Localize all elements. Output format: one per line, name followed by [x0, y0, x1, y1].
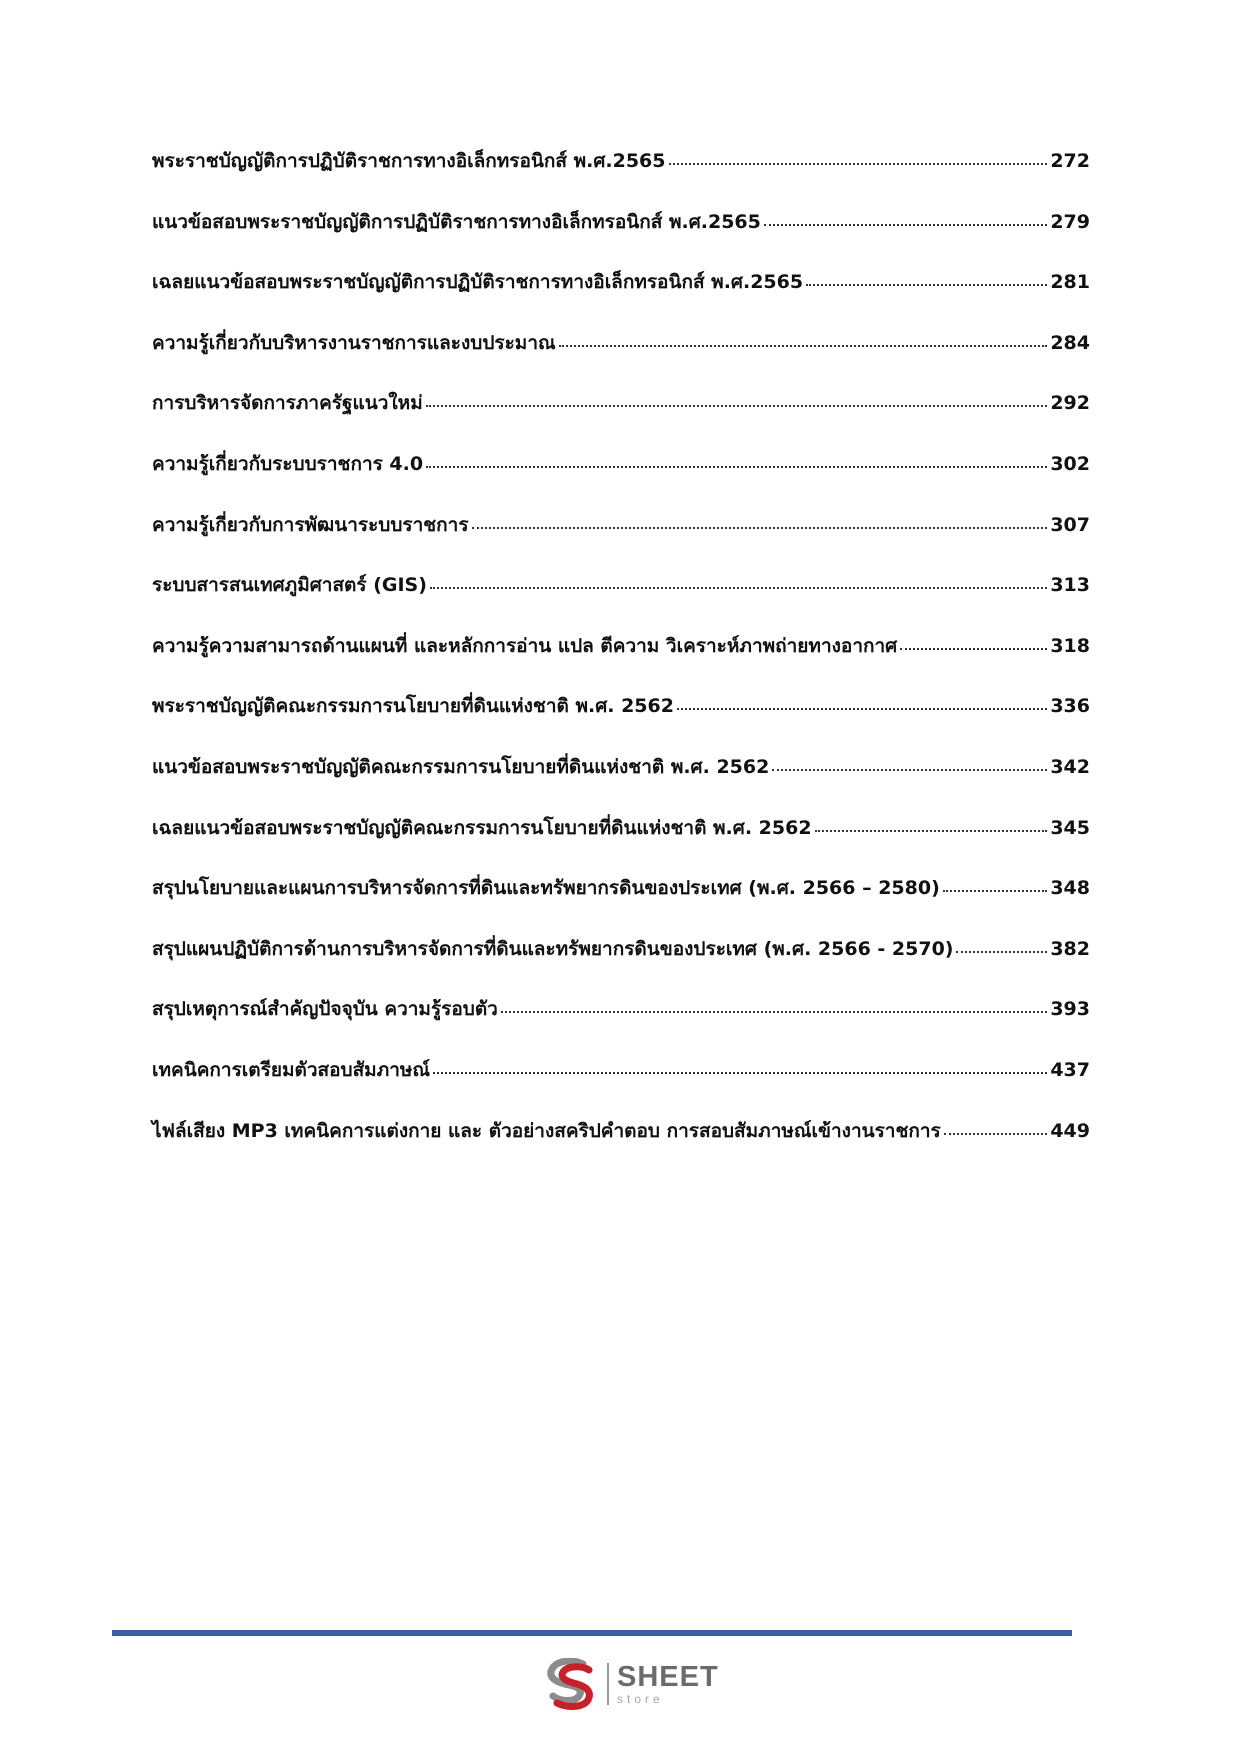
- toc-entry-title: ระบบสารสนเทศภูมิศาสตร์ (GIS): [152, 574, 427, 597]
- toc-page-number: 342: [1050, 755, 1090, 778]
- toc-entry-title: เทคนิคการเตรียมตัวสอบสัมภาษณ์: [152, 1058, 431, 1081]
- toc-dot-leader: [900, 648, 1047, 650]
- toc-entry-title: การบริหารจัดการภาครัฐแนวใหม่: [152, 392, 423, 415]
- toc-dot-leader: [943, 890, 1048, 892]
- toc-entry-title: ความรู้เกี่ยวกับการพัฒนาระบบราชการ: [152, 513, 469, 536]
- toc-entry[interactable]: [152, 697, 1090, 758]
- toc-entry-title: สรุปนโยบายและแผนการบริหารจัดการที่ดินและทรัพยากรดินของประเทศ (พ.ศ. 2566 – 2580): [152, 877, 940, 900]
- toc-dot-leader: [426, 405, 1048, 407]
- toc-dot-leader: [806, 284, 1047, 286]
- toc-entry-title: ไฟล์เสียง MP3 เทคนิคการแต่งกาย และ ตัวอย่างสคริปคำตอบ การสอบสัมภาษณ์เข้างานราชการ: [152, 1119, 941, 1142]
- toc-entry[interactable]: [152, 816, 1090, 880]
- toc-dot-leader: [956, 951, 1047, 953]
- toc-page-number: 302: [1050, 452, 1090, 475]
- toc-entry[interactable]: [152, 152, 1090, 213]
- table-of-contents: [152, 152, 1090, 1182]
- toc-entry-title: ความรู้เกี่ยวกับบริหารงานราชการและงบประมาณ: [152, 331, 556, 354]
- toc-entry-title: เฉลยแนวข้อสอบพระราชบัญญัติการปฏิบัติราชการทางอิเล็กทรอนิกส์ พ.ศ.2565: [152, 271, 804, 294]
- toc-page-number: 345: [1050, 816, 1090, 839]
- toc-page-number: 348: [1050, 877, 1090, 900]
- logo-divider: [607, 1663, 609, 1705]
- footer-rule: [112, 1630, 1072, 1636]
- toc-page-number: 307: [1050, 513, 1090, 536]
- toc-page-number: 393: [1050, 998, 1090, 1021]
- sheet-store-s-logo-icon: [543, 1658, 599, 1710]
- toc-dot-leader: [772, 769, 1047, 771]
- logo-word: SHEET: [617, 1661, 719, 1693]
- toc-dot-leader: [677, 708, 1047, 710]
- toc-page-number: 437: [1050, 1058, 1090, 1081]
- toc-entry[interactable]: [152, 1000, 1090, 1061]
- toc-dot-leader: [433, 1072, 1047, 1074]
- toc-entry[interactable]: [152, 210, 1090, 274]
- toc-dot-leader: [430, 587, 1047, 589]
- footer-logo: [543, 1658, 719, 1710]
- toc-dot-leader: [944, 1133, 1048, 1135]
- toc-dot-leader: [426, 466, 1047, 468]
- toc-entry[interactable]: [152, 331, 1090, 395]
- toc-entry[interactable]: [152, 394, 1090, 455]
- toc-entry-title: แนวข้อสอบพระราชบัญญัติคณะกรรมการนโยบายที่ดินแห่งชาติ พ.ศ. 2562: [152, 755, 770, 778]
- toc-dot-leader: [669, 163, 1048, 165]
- toc-entry[interactable]: [152, 937, 1090, 1001]
- toc-page-number: 449: [1050, 1119, 1090, 1142]
- toc-entry[interactable]: [152, 513, 1090, 577]
- toc-entry-title: เฉลยแนวข้อสอบพระราชบัญญัติคณะกรรมการนโยบายที่ดินแห่งชาติ พ.ศ. 2562: [152, 816, 812, 839]
- toc-page-number: 281: [1050, 271, 1090, 294]
- toc-page-number: 284: [1050, 331, 1090, 354]
- logo-subword: store: [617, 1692, 664, 1706]
- toc-dot-leader: [472, 527, 1048, 529]
- toc-entry-title: สรุปเหตุการณ์สำคัญปัจจุบัน ความรู้รอบตัว: [152, 998, 498, 1021]
- toc-entry[interactable]: [152, 1058, 1090, 1122]
- toc-page-number: 279: [1050, 210, 1090, 233]
- toc-entry-title: พระราชบัญญัติการปฏิบัติราชการทางอิเล็กทรอนิกส์ พ.ศ.2565: [152, 150, 666, 172]
- toc-entry[interactable]: [152, 452, 1090, 516]
- toc-page-number: 336: [1050, 695, 1090, 718]
- toc-dot-leader: [501, 1011, 1047, 1013]
- toc-entry-title: ความรู้เกี่ยวกับระบบราชการ 4.0: [152, 452, 424, 475]
- toc-page-number: 272: [1050, 150, 1090, 172]
- toc-entry[interactable]: [152, 755, 1090, 819]
- logo-text: [617, 1663, 719, 1705]
- toc-dot-leader: [764, 224, 1047, 226]
- toc-entry[interactable]: [152, 879, 1090, 940]
- toc-entry[interactable]: [152, 1119, 1090, 1183]
- toc-entry-title: พระราชบัญญัติคณะกรรมการนโยบายที่ดินแห่งชาติ พ.ศ. 2562: [152, 695, 674, 718]
- toc-entry[interactable]: [152, 273, 1090, 334]
- toc-page-number: 313: [1050, 574, 1090, 597]
- toc-entry-title: สรุปแผนปฏิบัติการด้านการบริหารจัดการที่ดินและทรัพยากรดินของประเทศ (พ.ศ. 2566 - 2570): [152, 937, 954, 960]
- toc-page-number: 292: [1050, 392, 1090, 415]
- toc-page-number: 382: [1050, 937, 1090, 960]
- toc-page-number: 318: [1050, 634, 1090, 657]
- toc-dot-leader: [815, 830, 1048, 832]
- toc-entry-title: ความรู้ความสามารถด้านแผนที่ และหลักการอ่าน แปล ตีความ วิเคราะห์ภาพถ่ายทางอากาศ: [152, 634, 898, 657]
- toc-dot-leader: [559, 345, 1048, 347]
- toc-entry[interactable]: [152, 634, 1090, 698]
- toc-entry-title: แนวข้อสอบพระราชบัญญัติการปฏิบัติราชการทางอิเล็กทรอนิกส์ พ.ศ.2565: [152, 210, 761, 233]
- toc-entry[interactable]: [152, 576, 1090, 637]
